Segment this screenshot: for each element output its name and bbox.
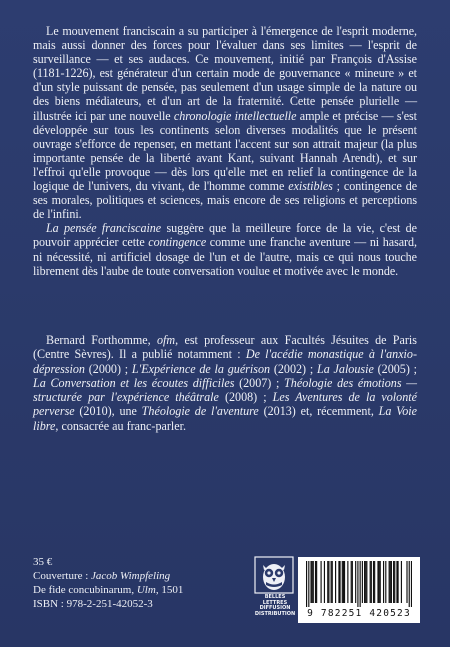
bio-title: Théologie des émotions — structurée par l'expérience théâtrale <box>33 375 417 405</box>
bio-title: Les Aventures de la volonté perverse <box>33 390 417 419</box>
bio-text: (2005) ; <box>373 361 417 376</box>
barcode-bar <box>344 561 345 603</box>
barcode-bar <box>362 561 363 603</box>
barcode-bar <box>352 561 353 603</box>
cover-work-title: De fide concubinarum, <box>33 584 137 596</box>
barcode-bar <box>342 561 343 603</box>
summary-italic: contingence <box>148 235 207 250</box>
barcode-bar <box>306 561 307 607</box>
barcode-bar <box>389 561 390 603</box>
bio-text: (2013) et, récemment, <box>258 404 379 419</box>
barcode-bar <box>313 561 314 603</box>
summary-text: comme une franche aventure — ni hasard, ni nécessité, ni artificiel dosage de l'un et de l'autre, mais ce qui nous touche librement dès l'aube de toute conversation voulue et motivée avec le monde. <box>33 235 417 278</box>
barcode-bar <box>391 561 392 603</box>
barcode-bar <box>379 561 380 603</box>
barcode-number: 9 782251 420523 <box>307 608 411 619</box>
cover-work-year: , 1501 <box>155 584 184 596</box>
summary-text: suggère que la meilleure force de la vie, c'est de pouvoir apprécier cette <box>33 221 417 250</box>
bio-text: (2008) ; <box>218 390 273 405</box>
publisher-line: DISTRIBUTION <box>254 610 296 617</box>
bio-title: La Jalousie <box>316 361 374 376</box>
barcode-bar <box>406 561 407 603</box>
barcode-bar <box>315 561 316 603</box>
barcode-bar <box>411 561 412 607</box>
publisher-line: DIFFUSION <box>259 605 291 612</box>
barcode-bar <box>365 561 366 603</box>
cover-credits <box>33 555 233 611</box>
bio-title: De l'acédie monastique à l'anxio-dépression <box>33 347 417 376</box>
barcode-bar <box>355 561 356 603</box>
isbn: ISBN : 978-2-251-42052-3 <box>33 598 153 610</box>
price: 35 € <box>33 556 53 568</box>
barcode-bar <box>397 561 398 603</box>
summary-italic: La pensée franciscaine <box>46 221 162 236</box>
summary-paragraph-2 <box>33 221 417 277</box>
barcode-bar <box>380 561 381 603</box>
summary-text: ; contingence de ses morales, politiques et sciences, mais encore de ses religions et perceptions de l'infini. <box>33 179 418 222</box>
barcode-bar <box>394 561 395 603</box>
barcode-bar <box>324 561 325 603</box>
barcode-bar <box>360 561 361 607</box>
isbn-barcode <box>298 557 420 623</box>
barcode-bar <box>401 561 402 603</box>
barcode-bar <box>310 561 311 603</box>
barcode-bar <box>347 561 348 603</box>
bio-title: La Conversation et les écoutes difficiles <box>33 375 235 390</box>
cover-credit-line <box>33 569 233 583</box>
bio-text: (2007) ; <box>234 375 285 390</box>
cover-artist: Jacob Wimpfeling <box>91 570 171 582</box>
author-paragraph <box>33 333 417 433</box>
barcode-bar <box>316 561 317 603</box>
barcode-bar <box>383 561 384 603</box>
bio-text: (2002) ; <box>270 361 317 376</box>
barcode-bar <box>338 561 339 603</box>
barcode-bar <box>339 561 340 603</box>
summary-text: Le mouvement franciscain a su participer à l'émergence de l'esprit moderne, mais aussi donner des forces pour l'évaluer dans ses limites — l'esprit de surveillance — et ses audaces. Ce mouvement, initié par François d'Assise (1181-1226), est générateur d'un certain mode de gouvernance « mineure » et d'un style puissant de pensée, pas seulement d'un usage simple de la nature ou des biens médiateurs, et d'un art de la fraternité. Cette pensée plurielle — illustrée ici par une nouvelle <box>33 24 417 123</box>
barcode-bar <box>351 561 352 603</box>
barcode-bar <box>393 561 394 603</box>
barcode-bar <box>357 561 358 607</box>
barcode-bar <box>332 561 333 603</box>
barcode-bars <box>306 561 412 607</box>
barcode-bar <box>312 561 313 603</box>
barcode-bar <box>331 561 332 603</box>
summary-text: ample et précise — s'est développée sur tous les continents selon diverses modalités que le présent ouvrage s'efforce de repenser, en mettant l'accent sur son attrait majeur (la plus importante pensée de la liberté avant Kant, suivant Hannah Arendt), et sur l'effroi qu'elle provoque — dès lors qu'elle met en relief la contingence de la logique de l'univers, du vivant, de l'homme comme <box>33 108 417 194</box>
cover-label: Couverture : <box>33 570 92 582</box>
barcode-bar <box>327 561 328 603</box>
bio-text: (2000) ; <box>84 361 132 376</box>
barcode-bar <box>377 561 378 603</box>
bio-title: Théologie de l'aventure <box>141 404 259 419</box>
barcode-bar <box>370 561 371 603</box>
barcode-bar <box>308 561 309 607</box>
barcode-bar <box>385 561 386 603</box>
publisher-line: BELLES LETTRES <box>262 594 288 606</box>
bio-text: , consacrée au franc-parler. <box>55 418 186 433</box>
bio-text: Bernard Forthomme, <box>46 333 157 347</box>
barcode-bar <box>364 561 365 603</box>
summary-paragraph-1 <box>33 24 417 221</box>
barcode-bar <box>373 561 374 603</box>
bio-text: , est professeur aux Facultés Jésuites de Paris (Centre Sèvres). Il a publié notamment : <box>33 333 417 362</box>
barcode-bar <box>335 561 336 603</box>
bio-italic: ofm <box>157 333 176 347</box>
book-summary <box>33 24 417 278</box>
barcode-bar <box>343 561 344 603</box>
barcode-bar <box>321 561 322 603</box>
barcode-bar <box>366 561 367 603</box>
summary-italic: existibles <box>288 179 333 194</box>
cover-work-place: Ulm <box>136 584 156 596</box>
barcode-bar <box>390 561 391 603</box>
publisher-name <box>254 595 296 617</box>
barcode-bar <box>328 561 329 603</box>
bio-text: (2010), une <box>74 404 142 419</box>
summary-italic: chronologie intellectuelle <box>173 108 297 123</box>
cover-work-line <box>33 583 233 597</box>
author-bio <box>33 333 417 433</box>
barcode-bar <box>371 561 372 603</box>
barcode-bar <box>409 561 410 607</box>
bio-title: La Voie libre <box>33 404 417 433</box>
barcode-bar <box>374 561 375 603</box>
barcode-bar <box>396 561 397 603</box>
bio-title: L'Expérience de la guérison <box>131 361 271 376</box>
